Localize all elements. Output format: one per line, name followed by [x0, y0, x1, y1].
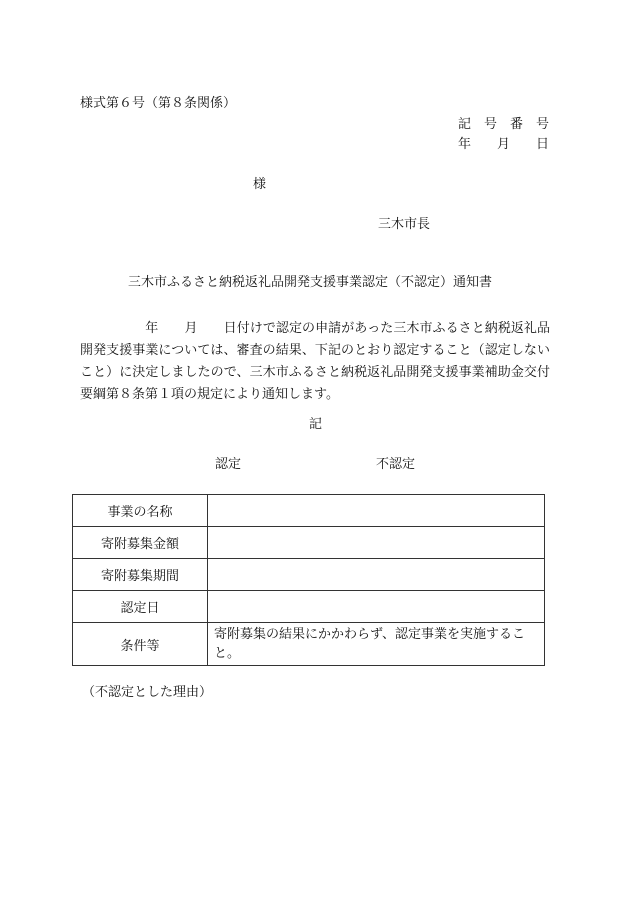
body-paragraph: 年 月 日付けで認定の申請があった三木市ふるさと納税返礼品開発支援事業については、審査の結果、下記のとおり認定すること（認定しないこと）に決定しましたので、三木市ふるさと納税返礼品開発支援事業補助金交付要綱第８条第１項の規定により通知します。 [80, 321, 550, 402]
option-disapprove: 不認定 [376, 457, 416, 472]
table-row [73, 591, 545, 623]
table-row [73, 559, 545, 591]
details-table [72, 494, 545, 666]
document-title: 三木市ふるさと納税返礼品開発支援事業認定（不認定）通知書 [128, 275, 493, 290]
table-row [73, 527, 545, 559]
option-approve: 認定 [215, 457, 242, 472]
reason-label: （不認定とした理由） [82, 685, 213, 700]
row-value-approval-date [208, 591, 545, 623]
row-value-conditions: 寄附募集の結果にかかわらず、認定事業を実施すること。 [208, 623, 545, 666]
table-row [73, 623, 545, 666]
record-number-label: 記 号 番 号 [458, 117, 550, 132]
row-label-conditions: 条件等 [73, 623, 208, 666]
form-number: 様式第６号（第８条関係） [80, 96, 237, 111]
addressee-suffix: 様 [253, 177, 267, 192]
row-value-project-name [208, 495, 545, 527]
date-label: 年 月 日 [458, 137, 550, 152]
issuer-name: 三木市長 [378, 217, 431, 232]
ki-heading: 記 [309, 417, 323, 432]
row-label-approval-date: 認定日 [73, 591, 208, 623]
row-value-donation-amount [208, 527, 545, 559]
table-row [73, 495, 545, 527]
row-label-project-name: 事業の名称 [73, 495, 208, 527]
row-label-donation-period: 寄附募集期間 [73, 559, 208, 591]
row-label-donation-amount: 寄附募集金額 [73, 527, 208, 559]
row-value-donation-period [208, 559, 545, 591]
